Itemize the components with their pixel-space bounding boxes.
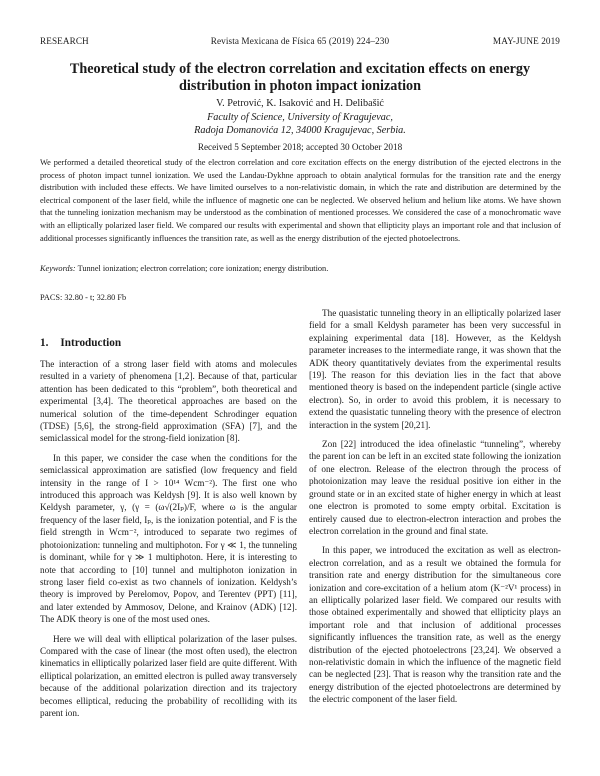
author-list: V. Petrović, K. Isaković and H. Delibašić (216, 98, 384, 109)
running-head-date: MAY-JUNE 2019 (492, 36, 560, 46)
paragraph: In this paper, we introduced the excitation as well as electron-electron correlation, and as a result we obtained the formula for transition rate and energy distribution for the simultaneous core ionization and core-excitation of a helium atom (K⁻²V¹ process) in an elliptically polarized laser field. We compared our results with those obtained experimentally and showed that ellipticity plays an important role and that inclusion of additional processes significantly influences the transition rate, as well as the energy distribution of the ejected photoelectrons [23,24]. We observed a non-relativistic domain in which the influence of the magnetic field can be neglected [23]. That is reason why the transition rate and the energy distribution of the ejected photoelectrons are determined by the electric component of the laser field. (309, 545, 561, 705)
paper-title: Theoretical study of the electron correlation and excitation effects on energy distribution in photon impact ionization (69, 61, 531, 94)
section-title: Introduction (60, 337, 122, 349)
running-head (40, 36, 560, 48)
affiliation-line-2: Radoja Domanovića 12, 34000 Kragujevac, Serbia. (194, 125, 406, 136)
received-dates: Received 5 September 2018; accepted 30 October 2018 (197, 142, 403, 152)
pacs-codes: PACS: 32.80 - t; 32.80 Fb (40, 293, 127, 302)
left-column (40, 336, 297, 726)
running-head-section: RESEARCH (40, 36, 89, 46)
right-column (309, 307, 561, 713)
affiliation-line-1: Faculty of Science, University of Kragujevac, (207, 112, 393, 123)
running-head-journal: Revista Mexicana de Física 65 (2019) 224–230 (210, 36, 390, 46)
paragraph: In this paper, we consider the case when the conditions for the semiclassical approximation are satisfied (low frequency and field intensity in the range of I > 10¹⁴ Wcm⁻²). The first one who introduced this approach was Keldysh [9]. It is also well known by Keldysh parameter, γ, (γ = (ω√(2Iₚ)/F, where ω is the angular frequency of the laser field, Iₚ, is the ionization potential, and F is the field strength in Wcm⁻², introduced to separate two regimes of photoionization: tunneling and multiphoton. For γ ≪ 1, the tunneling is dominant, while for γ ≫ 1 multiphoton. Here, it is interesting to note that according to [10] tunnel and multiphoton ionization in strong laser field co-exist as two channels of ionization. Keldysh’s theory is improved by Perelomov, Popov, and Terentev (PPT) [11], and later extended by Ammosov, Delone, and Krainov (ADK) [12]. The ADK theory is one of the most used ones. (40, 452, 297, 625)
paragraph: The interaction of a strong laser field with atoms and molecules resulted in a variety of phenomena [1,2]. Because of that, particular attention has been dedicated to this “problem”, both theoretical and experimental [3,4]. The theoretical approaches are based on the numerical solution of the time-dependent Schrodinger equation (TDSE) [5,6], the strong-field approximation (SFA) [7], and the semiclassical model for the strong-field ionization [8]. (40, 359, 297, 444)
keywords-text: Tunnel ionization; electron correlation; core ionization; energy distribution. (77, 264, 329, 273)
section-heading (40, 336, 297, 350)
abstract: We performed a detailed theoretical study of the electron correlation and core excitation effects on the energy distribution of the ejected electrons in the process of photon impact tunnel ionization. We used the Landau-Dykhne approach to obtain analytical formulas for the transition rate and the energy distribution with included these effects. We have limited ourselves to a non-relativistic domain, in which the rate and distribution are determined by the electrical component of the laser field, while the influence of magnetic one can be neglected. We observed helium and helium like atoms. We have shown that the tunneling ionization mechanism may be understood as the combination of mentioned processes. We considered the case of a monochromatic wave with an elliptically polarized laser field. We compared our results with experimental and shown that ellipticity plays an important role and that inclusion of additional processes significantly influences the transition rate, as well as the energy distribution of the ejected photoelectrons. (40, 158, 561, 243)
keywords-label: Keywords: (40, 264, 76, 273)
section-number: 1. (40, 337, 49, 349)
paragraph: The quasistatic tunneling theory in an elliptically polarized laser field for a small Keldysh parameter has been very successful in explaining experimental data [18]. However, as the Keldysh parameter increases to the intermediate range, it was shown that the ADK theory quantitatively deviates from the experimental results [19]. The reason for this deviation lies in the fact that above mentioned theory is based on the independent particle (single active electron). So, in order to avoid this problem, it is necessary to extend the quasistatic tunneling theory with the presence of electron interaction in the system [20,21]. (309, 308, 561, 430)
paragraph: Here we will deal with elliptical polarization of the laser pulses. Compared with the case of linear (the most often used), the electron kinematics in elliptically polarized laser field are quite different. With elliptical polarization, an emitted electron is pulled away transversely because of the additional polarization direction and its trajectory becomes elliptical, reducing the probability of recolliding with its parent ion. (40, 633, 297, 718)
paragraph: Zon [22] introduced the idea ofinelastic “tunneling”, whereby the parent ion can be left in an excited state following the ionization of one electron. Release of the electron through the process of photoionization may leave the residual positive ion either in the ground state or in an excited state of higher energy in which at least one electron is promoted to some empty orbital. Excitation is entirely caused due to electron-electron interaction and probes the electron correlation in the ground and final state. (309, 439, 561, 536)
keywords (40, 264, 328, 273)
